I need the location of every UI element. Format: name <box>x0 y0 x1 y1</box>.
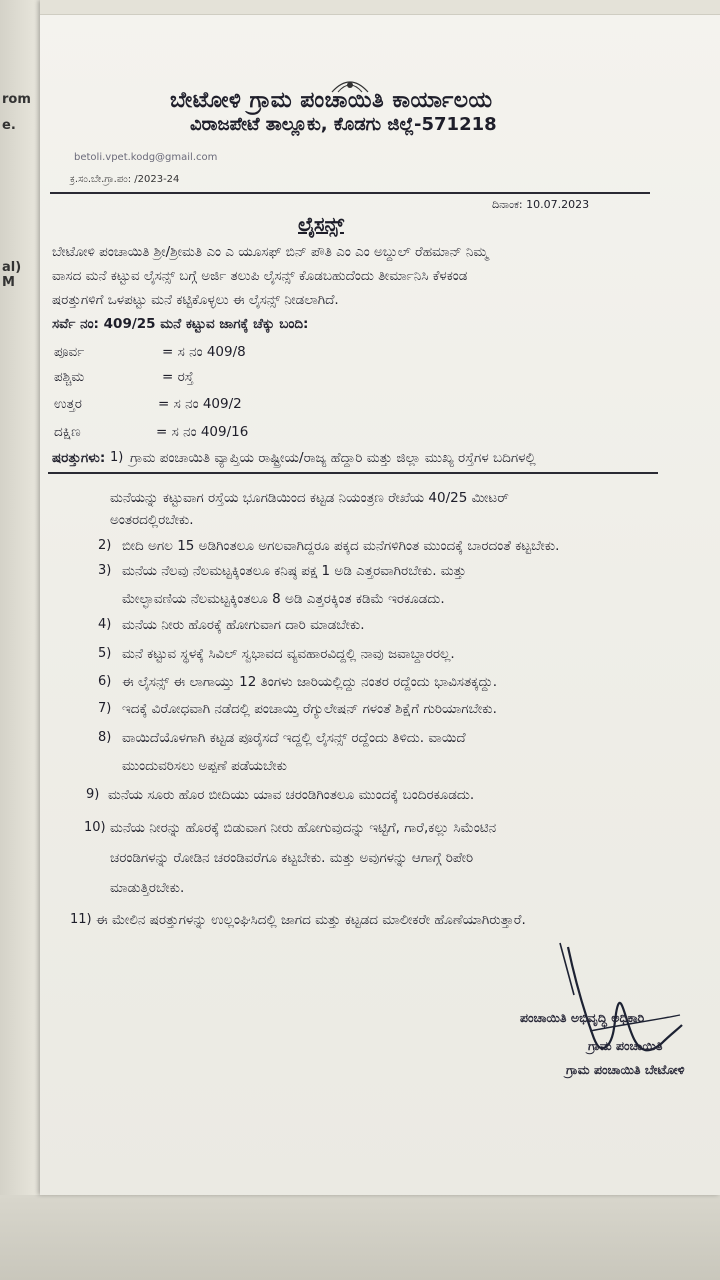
condition-text: ಮನೆಯ ಸೂರು ಹೊರ ಬೀದಿಯು ಯಾವ ಚರಂಡಿಗಿಂತಲೂ ಮುಂದಕ್ಕೆ ಬಂದಿರಕೂಡದು. <box>108 787 475 803</box>
condition-text: ಗ್ರಾಮ ಪಂಚಾಯಿತಿ ವ್ಯಾಪ್ತಿಯ ರಾಷ್ಟ್ರೀಯ/ರಾಜ್ಯ ಹೆದ್ದಾರಿ ಮತ್ತು ಜಿಲ್ಲಾ ಮುಖ್ಯ ರಸ್ತೆಗಳ ಬದಿಗಳಲ್ಲಿ <box>130 450 536 466</box>
condition-number: 9) <box>86 787 100 802</box>
condition-number: 10) <box>84 820 106 835</box>
condition-text: ಅಂತರದಲ್ಲಿರಬೇಕು. <box>110 512 194 528</box>
condition-number: 11) <box>70 912 92 927</box>
adjacent-text-fragment: e. <box>2 118 16 133</box>
adjacent-text-fragment: al) <box>2 260 22 275</box>
condition-number: 8) <box>98 730 112 745</box>
condition-number: 5) <box>98 646 112 661</box>
condition-text: ಮೇಲ್ಛಾವಣಿಯ ನೆಲಮಟ್ಟಕ್ಕಿಂತಲೂ 8 ಅಡಿ ಎತ್ತರಕ್ಕಿಂತ ಕಡಿಮೆ ಇರಕೂಡದು. <box>122 591 445 607</box>
condition-text: ಮಾಡುತ್ತಿರಬೇಕು. <box>110 880 185 896</box>
seal-line: ಪಂಚಾಯಿತಿ ಅಭಿವೃದ್ಧಿ ಅಧಿಕಾರಿ <box>520 1010 645 1025</box>
condition-text: ಮನೆಯ ನೆಲವು ನೆಲಮಟ್ಟಕ್ಕಿಂತಲೂ ಕನಿಷ್ಠ ಪಕ್ಷ 1 ಅಡಿ ಎತ್ತರವಾಗಿರಬೇಕು. ಮತ್ತು <box>122 563 467 579</box>
condition-number: 1) <box>110 450 124 465</box>
header-rule <box>50 192 650 194</box>
conditions-label: ಷರತ್ತುಗಳು: <box>52 450 106 466</box>
condition-number: 6) <box>98 674 112 689</box>
condition-text: ಚರಂಡಿಗಳನ್ನು ರೋಡಿನ ಚರಂಡಿವರೆಗೂ ಕಟ್ಟಬೇಕು. ಮತ್ತು ಅವುಗಳನ್ನು ಆಗಾಗ್ಗೆ ರಿಪೇರಿ <box>110 850 474 866</box>
boundary-direction: ಪೂರ್ವ <box>54 344 85 360</box>
boundary-value: = ಸ ನಂ 409/16 <box>156 424 249 440</box>
intro-line: ವಾಸದ ಮನೆ ಕಟ್ಟುವ ಲೈಸನ್ಸ್ ಬಗ್ಗೆ ಅರ್ಜಿ ತಲುಪಿ ಲೈಸನ್ಸ್ ಕೊಡಬಹುದೆಂದು ತೀರ್ಮಾನಿಸಿ ಕೆಳಕಂಡ <box>52 268 468 284</box>
condition-number: 2) <box>98 538 112 553</box>
intro-line: ಬೇಟೋಳಿ ಪಂಚಾಯಿತಿ ಶ್ರೀ/ಶ್ರೀಮತಿ ಎಂ ಎ ಯೂಸಫ್ ಬಿನ್ ಪೌತಿ ಎಂ ಎಂ ಅಬ್ದುಲ್ ರೆಹಮಾನ್ ನಿಮ್ಮ <box>52 244 489 260</box>
reference-number: ಕ್ರ.ಸಂ.ಬೇ.ಗ್ರಾ.ಪಂ: /2023-24 <box>70 174 180 185</box>
issue-date: ದಿನಾಂಕ: 10.07.2023 <box>492 198 590 211</box>
document-title: ಲೈಸನ್ಸ್ <box>298 212 344 236</box>
intro-line: ಷರತ್ತುಗಳಿಗೆ ಒಳಪಟ್ಟು ಮನೆ ಕಟ್ಟಿಕೊಳ್ಳಲು ಈ ಲೈಸನ್ಸ್ ನೀಡಲಾಗಿದೆ. <box>52 292 339 308</box>
condition-text: ಮನೆಯ ನೀರನ್ನು ಹೊರಕ್ಕೆ ಬಿಡುವಾಗ ನೀರು ಹೋಗುವುದನ್ನು ಇಟ್ಟಿಗೆ, ಗಾರೆ,ಕಲ್ಲು ಸಿಮೆಂಟಿನ <box>110 820 497 836</box>
table-surface <box>0 1195 720 1280</box>
condition-text: ಮನೆ ಕಟ್ಟುವ ಸ್ಥಳಕ್ಕೆ ಸಿವಿಲ್ ಸ್ವಭಾವದ ವ್ಯವಹಾರವಿದ್ದಲ್ಲಿ ನಾವು ಜವಾಬ್ದಾರರಲ್ಲ. <box>122 646 455 662</box>
boundary-direction: ಉತ್ತರ <box>54 396 82 412</box>
boundary-value: = ರಸ್ತೆ <box>162 369 194 385</box>
condition-number: 7) <box>98 701 112 716</box>
page-top-edge <box>40 0 720 15</box>
boundary-value: = ಸ ನಂ 409/8 <box>162 344 246 360</box>
condition-number: 3) <box>98 563 112 578</box>
boundary-value: = ಸ ನಂ 409/2 <box>158 396 242 412</box>
boundary-direction: ದಕ್ಷಿಣ <box>54 424 81 440</box>
condition-text: ಈ ಮೇಲಿನ ಷರತ್ತುಗಳನ್ನು ಉಲ್ಲಂಘಿಸಿದಲ್ಲಿ ಜಾಗದ ಮತ್ತು ಕಟ್ಟಡದ ಮಾಲೀಕರೇ ಹೊಣೆಯಾಗಿರುತ್ತಾರೆ. <box>96 912 526 928</box>
seal-line: ಗ್ರಾಮ ಪಂಚಾಯಿತಿ <box>588 1038 663 1053</box>
office-address: ವಿರಾಜಪೇಟೆ ತಾಲ್ಲೂಕು, ಕೊಡಗು ಜಿಲ್ಲೆ-571218 <box>190 114 497 135</box>
license-document <box>40 0 720 1195</box>
adjacent-text-fragment: rom <box>2 92 31 107</box>
office-email: betoli.vpet.kodg@gmail.com <box>74 152 218 163</box>
boundary-direction: ಪಶ್ಚಿಮ <box>54 369 85 385</box>
condition-number: 4) <box>98 617 112 632</box>
condition-text: ಈ ಲೈಸನ್ಸ್ ಈ ಲಾಗಾಯ್ತು 12 ತಿಂಗಳು ಜಾರಿಯಲ್ಲಿದ್ದು ನಂತರ ರದ್ದೆಂದು ಭಾವಿಸತಕ್ಕದ್ದು. <box>122 674 498 690</box>
survey-line: ಸರ್ವೆ ನಂ: 409/25 ಮನೆ ಕಟ್ಟುವ ಜಾಗಕ್ಕೆ ಚೆಕ್ಕು ಬಂದಿ: <box>52 316 309 332</box>
condition-text: ವಾಯಿದೆಯೊಳಗಾಗಿ ಕಟ್ಟಡ ಪೂರೈಸದೆ ಇದ್ದಲ್ಲಿ ಲೈಸನ್ಸ್ ರದ್ದೆಂದು ತಿಳಿದು. ವಾಯಿದೆ <box>122 730 466 746</box>
condition-text: ಮನೆಯ ನೀರು ಹೊರಕ್ಕೆ ಹೋಗುವಾಗ ದಾರಿ ಮಾಡಬೇಕು. <box>122 617 365 633</box>
condition-text: ಬೀದಿ ಅಗಲ 15 ಅಡಿಗಿಂತಲೂ ಅಗಲವಾಗಿದ್ದರೂ ಪಕ್ಕದ ಮನೆಗಳಿಗಿಂತ ಮುಂದಕ್ಕೆ ಬಾರದಂತೆ ಕಟ್ಟಬೇಕು. <box>122 538 560 554</box>
seal-line: ಗ್ರಾಮ ಪಂಚಾಯಿತಿ ಬೇಟೋಳಿ <box>566 1062 685 1077</box>
conditions-rule <box>48 472 658 474</box>
adjacent-text-fragment: M <box>2 275 15 290</box>
office-name: ಬೇಟೋಳಿ ಗ್ರಾಮ ಪಂಚಾಯಿತಿ ಕಾರ್ಯಾಲಯ <box>170 88 493 113</box>
condition-text: ಮುಂದುವರಿಸಲು ಅಪ್ಪಣೆ ಪಡೆಯಬೇಕು <box>122 758 287 774</box>
adjacent-page-strip <box>0 0 45 1280</box>
condition-text: ಇದಕ್ಕೆ ವಿರೋಧವಾಗಿ ನಡೆದಲ್ಲಿ ಪಂಚಾಯ್ತಿ ರೆಗ್ಯುಲೇಷನ್ ಗಳಂತೆ ಶಿಕ್ಷೆಗೆ ಗುರಿಯಾಗಬೇಕು. <box>122 701 497 717</box>
condition-text: ಮನೆಯನ್ನು ಕಟ್ಟುವಾಗ ರಸ್ತೆಯ ಭೂಗಡಿಯಿಂದ ಕಟ್ಟಡ ನಿಯಂತ್ರಣ ರೇಖೆಯ 40/25 ಮೀಟರ್ <box>110 490 509 506</box>
